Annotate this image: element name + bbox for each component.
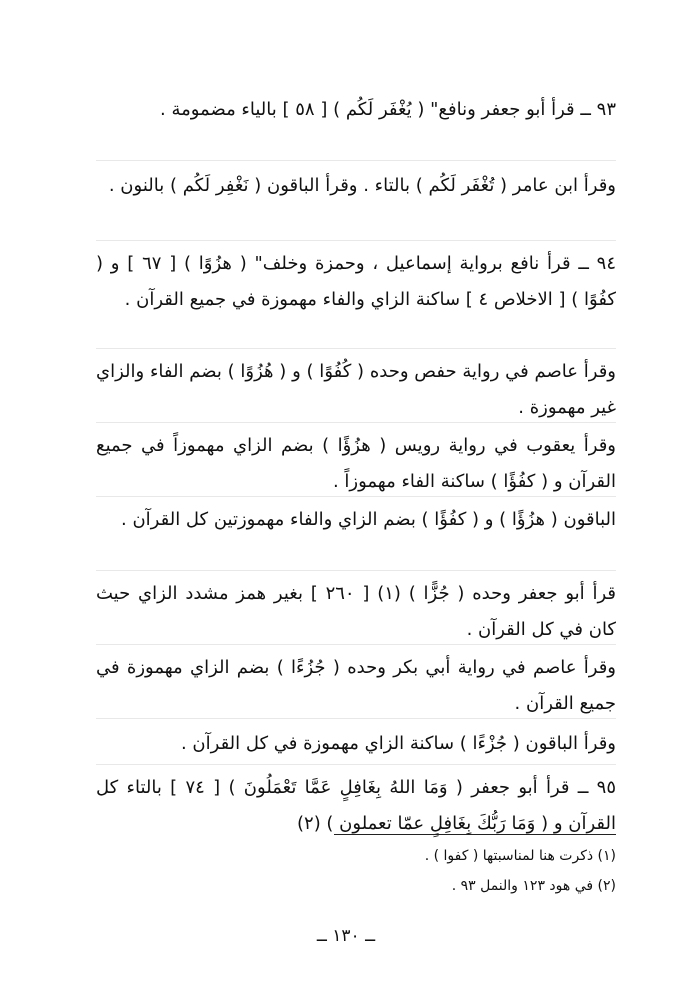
- paragraph-divider: [96, 348, 616, 349]
- paragraph-divider: [96, 496, 616, 497]
- paragraph-93: ٩٣ ــ قرأ أبو جعفر ونافع" ( يُغْفَر لَكُم ) [ ٥٨ ] بالياء مضمومة .: [160, 99, 616, 120]
- paragraph-yaqub-ruways: وقرأ يعقوب في رواية رويس ( هزُؤًا ) بضم الزاي مهموزاً في جميع القرآن و ( كفُؤًا ) ساكنة الفاء مهموزاً .: [96, 435, 616, 492]
- paragraph-baqun-huzuwan: الباقون ( هزُؤًا ) و ( كفُؤًا ) بضم الزاي والفاء مهموزتين كل القرآن .: [121, 509, 616, 530]
- paragraph-94: ٩٤ ــ قرأ نافع برواية إسماعيل ، وحمزة وخلف" ( هزُوًا ) [ ٦٧ ] و ( كفُوًا ) [ الاخلاص ٤ ] ساكنة الزاي والفاء مهموزة في جميع القرآن .: [96, 253, 616, 310]
- footnote-2: (٢) في هود ١٢٣ والنمل ٩٣ .: [451, 878, 616, 894]
- paragraph-divider: [96, 160, 616, 161]
- paragraph-95: ٩٥ ــ قرأ أبو جعفر ( وَمَا اللهُ بِغَافِلٍ عَمَّا تَعْمَلُونَ ) [ ٧٤ ] بالتاء كل القرآن و ( وَمَا رَبُّكَ بِغَافِلٍ عمّا تعملون ) (٢): [96, 777, 616, 834]
- paragraph-abu-jafar-juzan: قرأ أبو جعفر وحده ( جُزًّا ) (١) [ ٢٦٠ ] بغير همز مشدد الزاي حيث كان في كل القرآن .: [96, 583, 616, 640]
- paragraph-asim-hafs: وقرأ عاصم في رواية حفص وحده ( كُفُوًا ) و ( هُزُوًا ) بضم الفاء والزاي غير مهموزة .: [96, 361, 616, 418]
- footnote-1: (١) ذكرت هنا لمناسبتها ( كفوا ) .: [424, 848, 616, 864]
- paragraph-ibn-amir: وقرأ ابن عامر ( تُغْفَر لَكُم ) بالتاء . وقرأ الباقون ( نَغْفِر لَكُم ) بالنون .: [108, 175, 616, 196]
- paragraph-divider: [96, 240, 616, 241]
- paragraph-divider: [96, 422, 616, 423]
- paragraph-divider: [96, 718, 616, 719]
- paragraph-divider: [96, 570, 616, 571]
- page-number: ــ ١٣٠ ــ: [316, 926, 376, 946]
- paragraph-divider: [96, 644, 616, 645]
- paragraph-divider: [96, 764, 616, 765]
- paragraph-asim-abu-bakr: وقرأ عاصم في رواية أبي بكر وحده ( جُزُءًا ) بضم الزاي مهموزة في جميع القرآن .: [96, 657, 616, 714]
- paragraph-baqun-juzan: وقرأ الباقون ( جُزْءًا ) ساكنة الزاي مهموزة في كل القرآن .: [180, 733, 616, 754]
- footnote-separator: [334, 834, 616, 835]
